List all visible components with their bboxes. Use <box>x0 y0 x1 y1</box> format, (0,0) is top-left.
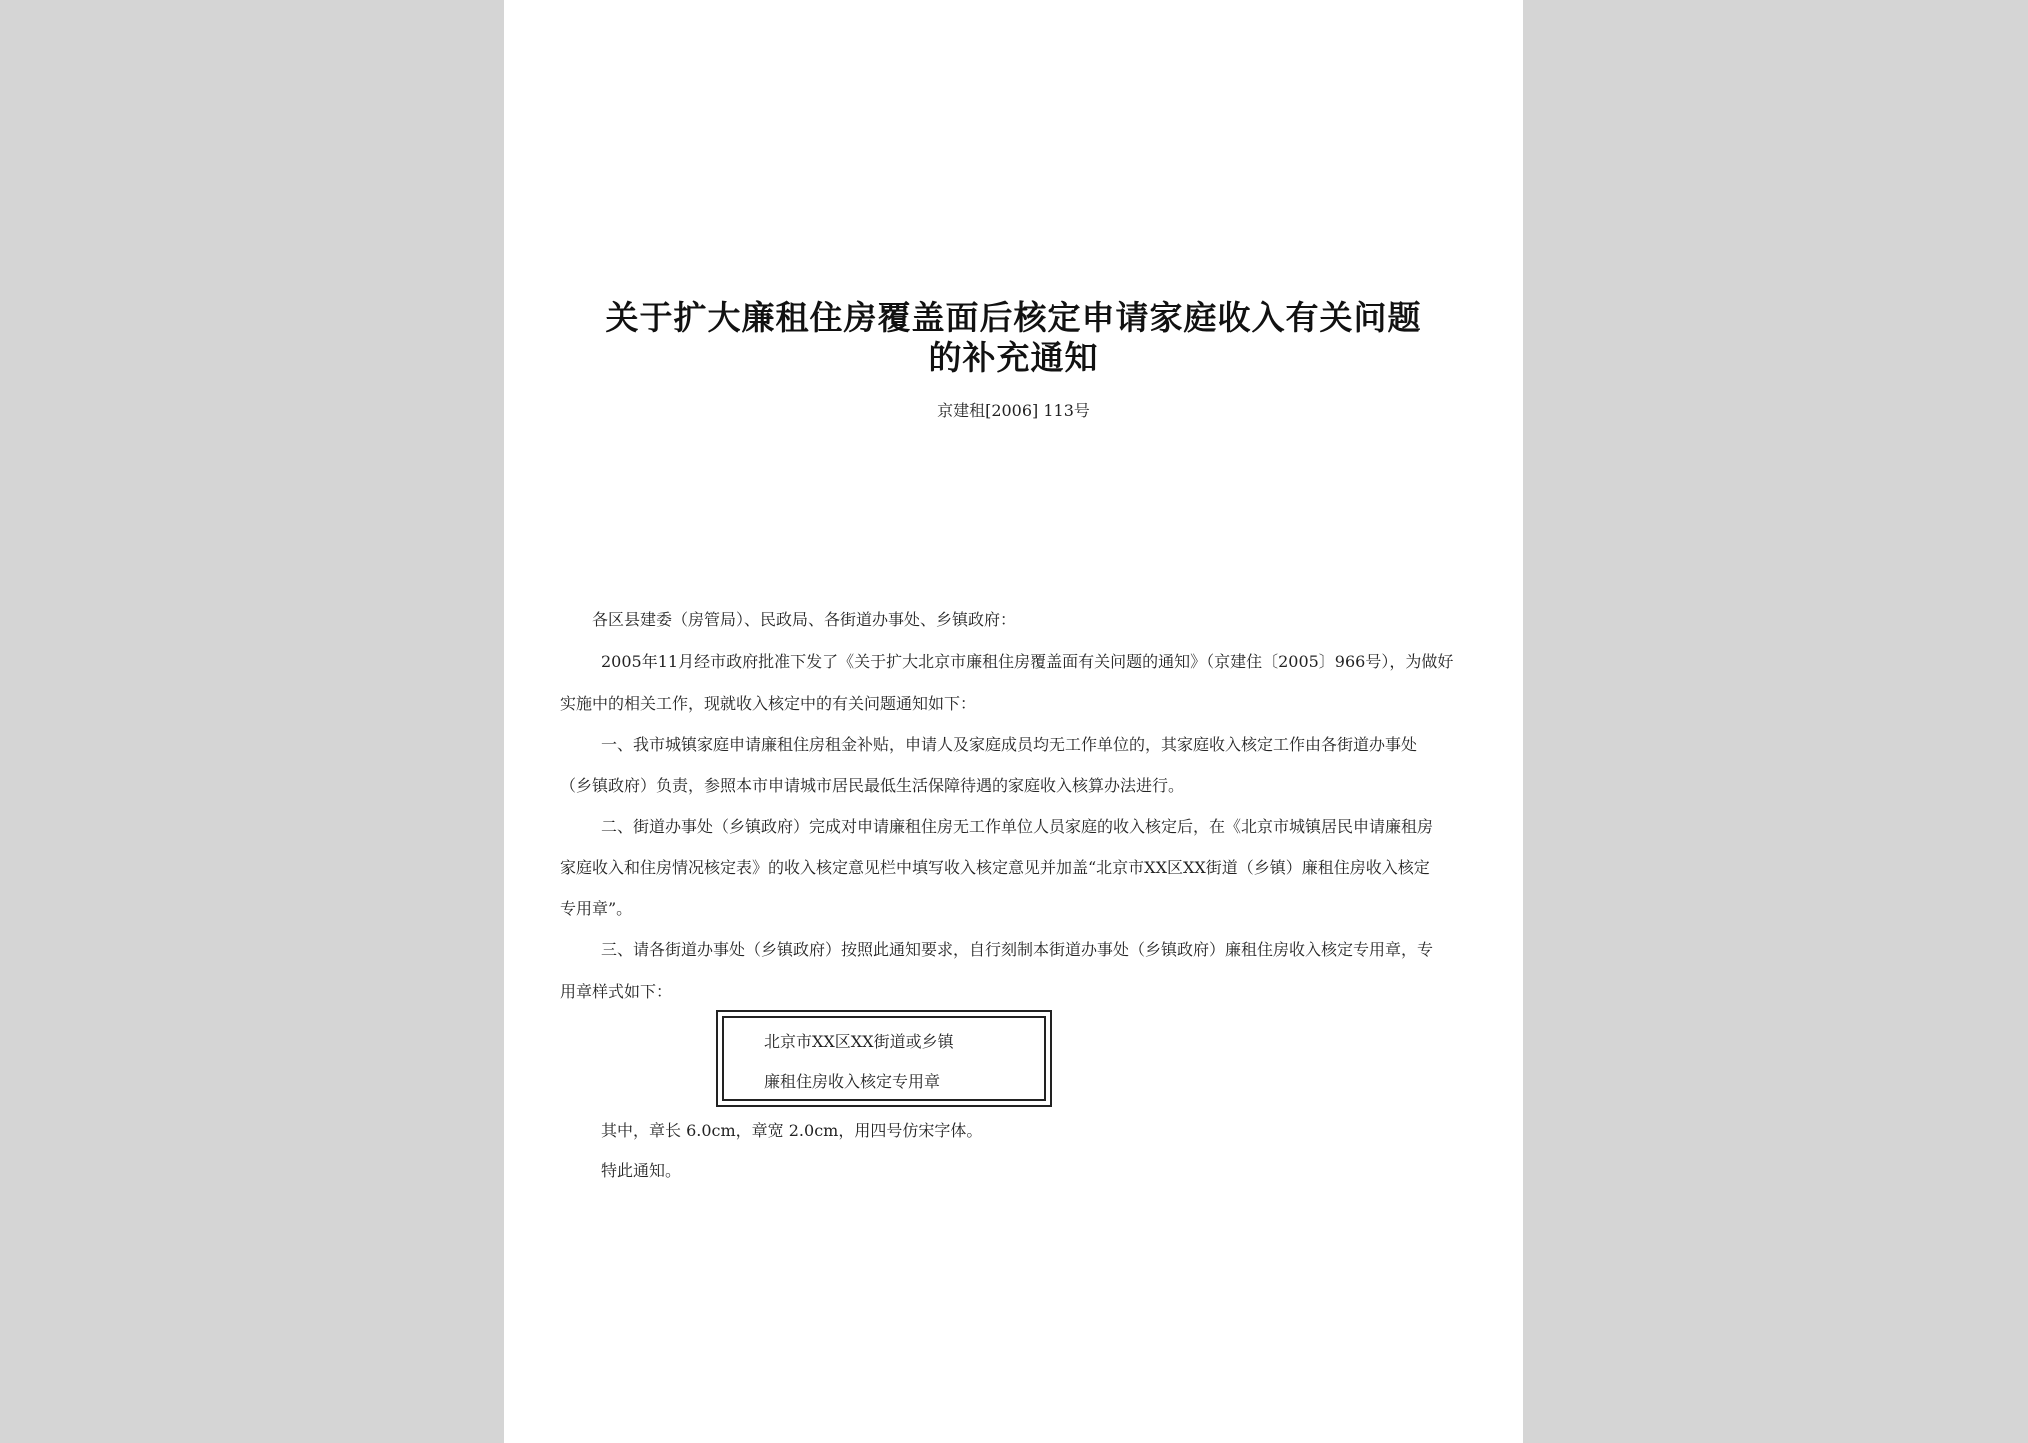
addressee: 各区县建委（房管局）、民政局、各街道办事处、乡镇政府： <box>592 610 1017 629</box>
closing-line: 特此通知。 <box>601 1161 682 1180</box>
stamp-spec-paragraph: 其中，章长 6.0cm，章宽 2.0cm，用四号仿宋字体。 <box>601 1121 983 1140</box>
paragraph-3-line-2: 家庭收入和住房情况核定表》的收入核定意见栏中填写收入核定意见并加盖“北京市XX区XX街道（乡镇）廉租住房收入核定 <box>560 858 1430 877</box>
paragraph-4-line-2: 用章样式如下： <box>560 982 673 1001</box>
paragraph-1-line-1: 2005年11月经市政府批准下发了《关于扩大北京市廉租住房覆盖面有关问题的通知》（京建住〔2005〕966号），为做好 <box>601 652 1454 671</box>
stamp-sample-box <box>716 1010 1052 1107</box>
document-page <box>504 0 1523 1443</box>
stamp-text-line-2: 廉租住房收入核定专用章 <box>764 1072 941 1091</box>
paragraph-4-line-1: 三、请各街道办事处（乡镇政府）按照此通知要求，自行刻制本街道办事处（乡镇政府）廉租住房收入核定专用章，专 <box>601 940 1434 959</box>
document-title-line-2: 的补充通知 <box>928 338 1099 377</box>
document-number: 京建租[2006] 113号 <box>937 401 1090 420</box>
paragraph-2-line-2: （乡镇政府）负责，参照本市申请城市居民最低生活保障待遇的家庭收入核算办法进行。 <box>560 776 1185 795</box>
paragraph-3-line-1: 二、街道办事处（乡镇政府）完成对申请廉租住房无工作单位人员家庭的收入核定后，在《北京市城镇居民申请廉租房 <box>601 817 1434 836</box>
stamp-text-line-1: 北京市XX区XX街道或乡镇 <box>764 1032 954 1051</box>
paragraph-1-line-2: 实施中的相关工作，现就收入核定中的有关问题通知如下： <box>560 694 977 713</box>
paragraph-2-line-1: 一、我市城镇家庭申请廉租住房租金补贴，申请人及家庭成员均无工作单位的，其家庭收入核定工作由各街道办事处 <box>601 735 1418 754</box>
paragraph-3-line-3: 专用章”。 <box>560 899 633 918</box>
document-title-line-1: 关于扩大廉租住房覆盖面后核定申请家庭收入有关问题 <box>605 298 1422 337</box>
